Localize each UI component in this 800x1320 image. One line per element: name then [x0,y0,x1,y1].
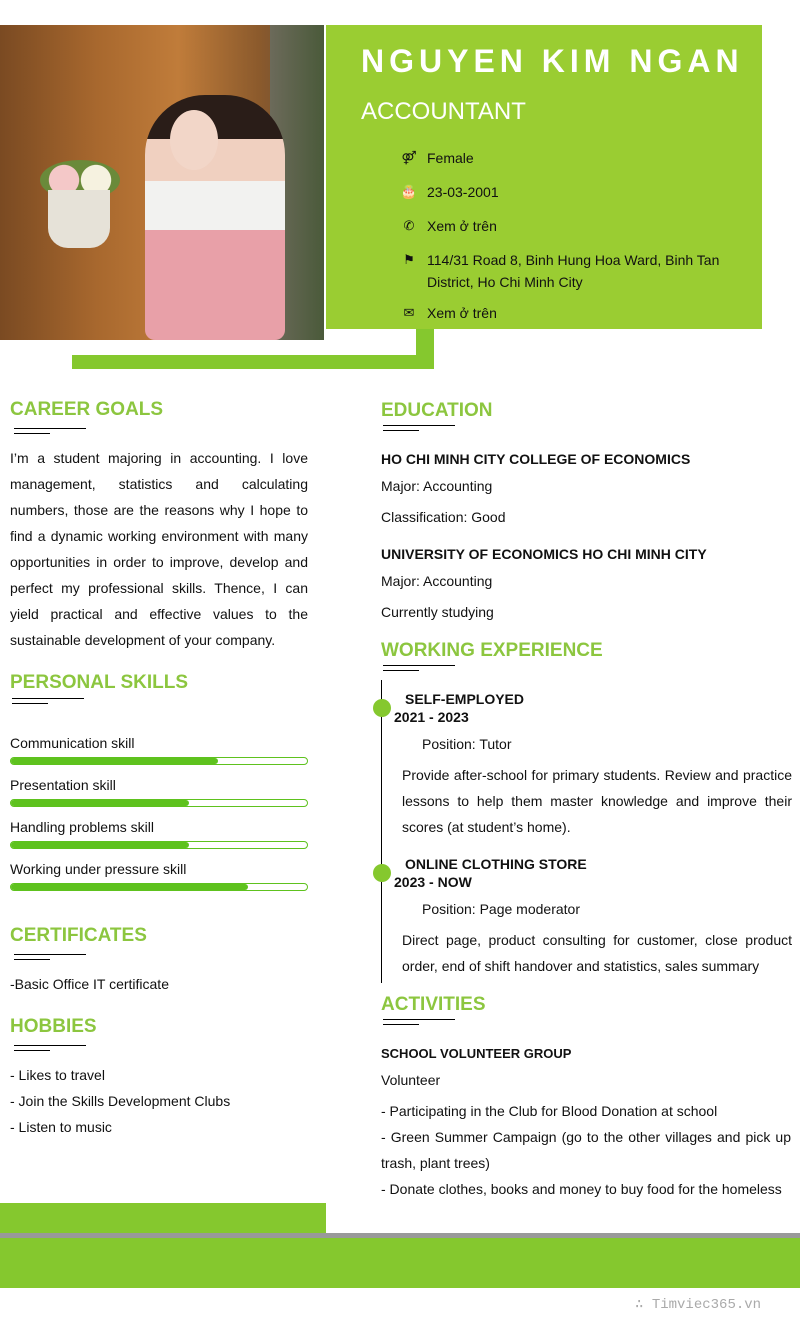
skill-bar-fill [11,800,189,806]
heading-underline [14,954,86,955]
education-heading: EDUCATION [381,400,493,421]
personal-skills-heading: PERSONAL SKILLS [10,672,189,693]
work-description: Provide after-school for primary students. Review and practice lessons to help them master knowledge and improve their scores (at student’s home). [402,767,792,835]
heading-underline [14,433,50,434]
heading-underline [14,1050,50,1051]
heading-underline [383,1019,455,1020]
email-text: Xem ở trên [427,305,497,321]
activity-item: - Green Summer Campaign (go to the other villages and pick up trash, plant trees) [381,1129,791,1171]
heading-underline [383,430,419,431]
work-description: Direct page, product consulting for customer, close product order, end of shift handover and statistics, sales summary [402,932,792,974]
skill-bar [10,757,308,765]
school-name: UNIVERSITY OF ECONOMICS HO CHI MINH CITY [381,546,707,562]
heading-underline [383,670,419,671]
footer-band [0,1238,800,1288]
skill-bar [10,841,308,849]
skill-label: Handling problems skill [10,819,154,835]
skill-bar [10,883,308,891]
info-birthday [400,181,499,203]
heading-underline [12,698,84,699]
heading-underline [14,959,50,960]
certificates-heading: CERTIFICATES [10,925,147,946]
activities-heading: ACTIVITIES [381,994,486,1015]
address-text: 114/31 Road 8, Binh Hung Hoa Ward, Binh Tan District, Ho Chi Minh City [427,252,720,290]
timeline-dot [373,699,391,717]
skill-bar-fill [11,884,248,890]
info-gender [400,147,474,169]
hobby-item: - Listen to music [10,1119,112,1135]
gender-text: Female [427,150,474,166]
heading-underline [12,703,48,704]
heading-underline [383,665,455,666]
work-position: Position: Tutor [422,736,512,752]
info-email [400,302,497,324]
company-name: SELF-EMPLOYED [405,691,525,707]
phone-icon: ✆ [403,218,415,233]
skill-bar-fill [11,758,218,764]
work-position: Position: Page moderator [422,901,580,917]
footer-decor [0,1203,326,1233]
work-period: 2023 - NOW [394,874,472,890]
info-phone [400,215,497,237]
heading-underline [383,425,455,426]
birthday-cake-icon: 🎂 [400,184,418,199]
skill-label: Working under pressure skill [10,861,187,877]
activity-item: - Donate clothes, books and money to buy food for the homeless [381,1181,782,1197]
profile-photo [0,25,324,340]
career-goals-text: I’m a student majoring in accounting. I love management, statistics and calculating numbers, those are the reasons why I hope to find a dynamic working environment with many opportunities in order to improve, develop and perfect my professional skills. Thence, I can yield practical and effective values to the sustainable development of your company. [10,450,308,648]
heading-underline [14,1045,86,1046]
school-name: HO CHI MINH CITY COLLEGE OF ECONOMICS [381,451,691,467]
phone-text: Xem ở trên [427,218,497,234]
email-icon: ✉ [403,305,415,320]
activity-org: SCHOOL VOLUNTEER GROUP [381,1046,572,1061]
decor-bar [72,355,434,369]
certificate-item: -Basic Office IT certificate [10,976,169,992]
skill-label: Presentation skill [10,777,116,793]
working-experience-heading: WORKING EXPERIENCE [381,640,603,661]
gender-icon: ⚤ [401,150,417,165]
heading-underline [14,428,86,429]
skill-bar-fill [11,842,189,848]
address-signpost-icon: ⚑ [403,252,415,267]
activity-item: - Participating in the Club for Blood Donation at school [381,1103,718,1119]
hobby-item: - Join the Skills Development Clubs [10,1093,231,1109]
skill-bar [10,799,308,807]
birthday-text: 23-03-2001 [427,184,499,200]
info-address [400,249,740,293]
hobbies-heading: HOBBIES [10,1016,97,1037]
watermark: ∴ Timviec365.vn [635,1297,762,1313]
timeline-line [381,680,382,983]
heading-underline [383,1024,419,1025]
candidate-name: NGUYEN KIM NGAN [361,43,744,79]
school-major: Major: Accounting [381,573,493,589]
school-note: Classification: Good [381,509,506,525]
work-period: 2021 - 2023 [394,709,469,725]
job-title: ACCOUNTANT [361,98,526,125]
timeline-dot [373,864,391,882]
career-goals-heading: CAREER GOALS [10,399,164,420]
school-major: Major: Accounting [381,478,493,494]
company-name: ONLINE CLOTHING STORE [405,856,587,872]
hobby-item: - Likes to travel [10,1067,105,1083]
skill-label: Communication skill [10,735,135,751]
school-note: Currently studying [381,604,494,620]
activity-role: Volunteer [381,1072,441,1088]
